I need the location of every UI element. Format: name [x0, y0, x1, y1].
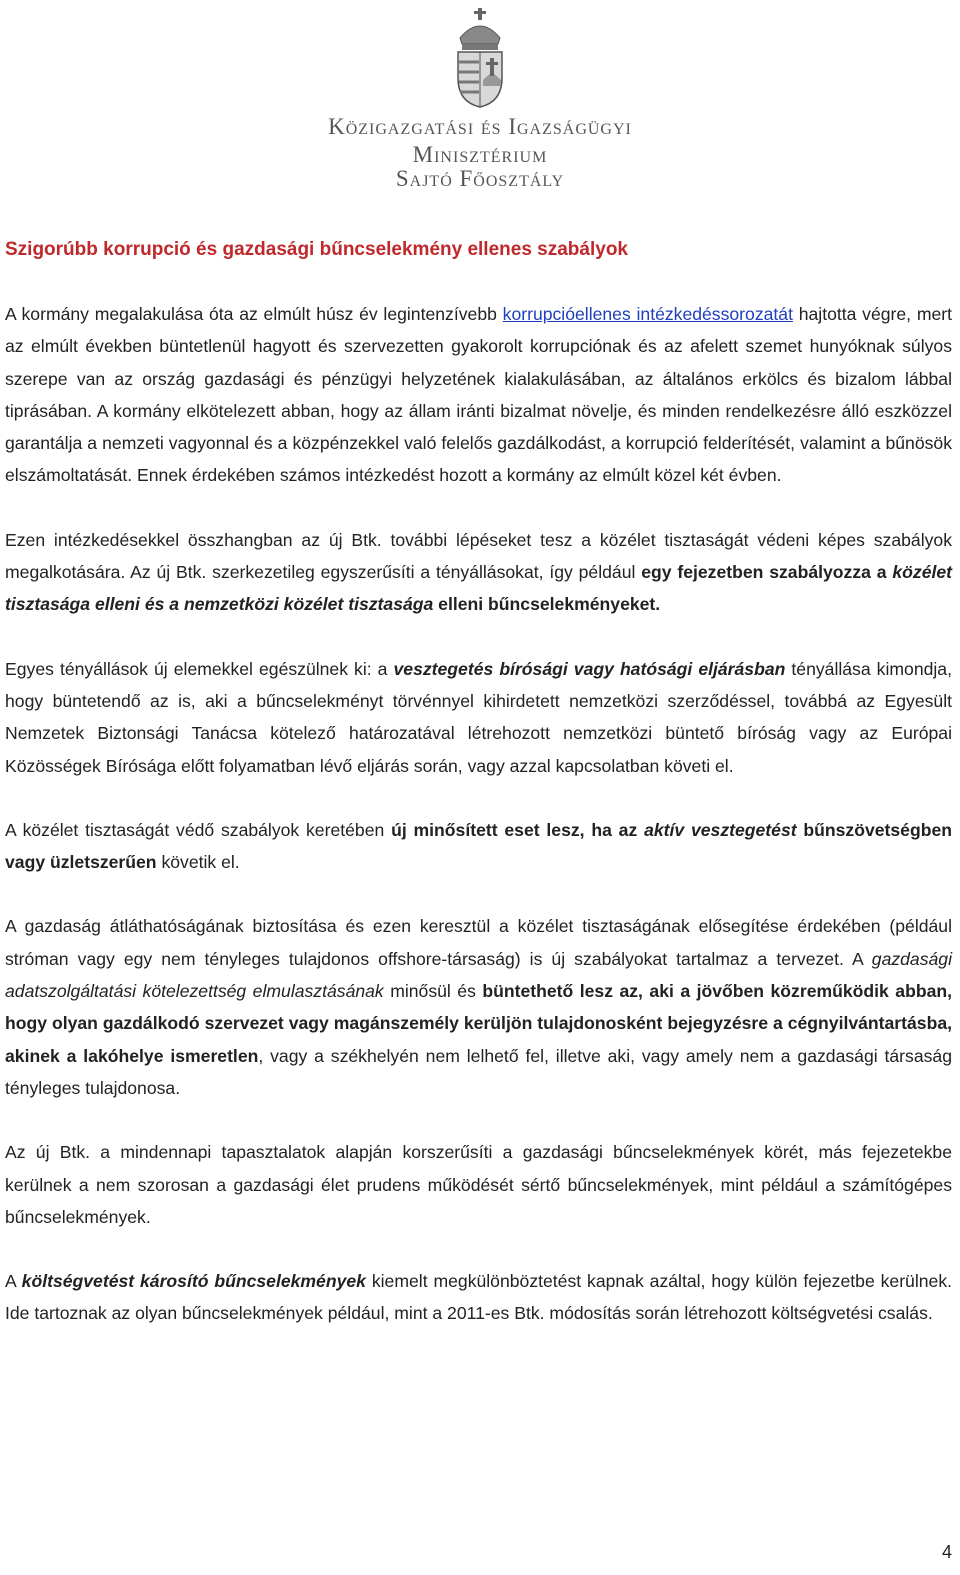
- paragraph-6: Az új Btk. a mindennapi tapasztalatok alapján korszerűsíti a gazdasági bűncselekmények körét, más fejezetekbe kerülnek a nem szorosan a gazdasági élet prudens működését sértő bűncselekmények, mint például a számítógépes bűncselekmények.: [5, 1142, 952, 1227]
- bold-text: bűnszövetségben vagy üzletszerűen: [5, 819, 952, 873]
- paragraph-3: [5, 653, 952, 782]
- ministry-name-line1: Közigazgatási és Igazságügyi: [328, 114, 632, 139]
- bold-text: egy fejezetben szabályozza a: [641, 562, 893, 583]
- header: [0, 0, 960, 200]
- text: A gazdaság átláthatóságának biztosítása és ezen keresztül a közélet tisztaságának elősegítése érdekében (például stróman vagy egy nem tényleges tulajdonos offshore-társaság) is új szabályokat tartalmaz a tervezet. A: [5, 916, 952, 969]
- paragraph-1: [5, 298, 952, 492]
- hungarian-coat-of-arms-icon: [452, 8, 508, 108]
- text: kiemelt megkülönböztetést kapnak azáltal, hogy külön fejezetbe kerülnek. Ide tartoznak az olyan bűncselekmények például, mint a 2011-es Btk. módosítás során létrehozott költségvetési csalás.: [5, 1271, 953, 1324]
- article: [5, 234, 952, 1362]
- text: A kormány megalakulása óta az elmúlt húsz év legintenzívebb: [5, 304, 503, 324]
- article-title: Szigorúbb korrupció és gazdasági bűncselekmény ellenes szabályok: [5, 239, 628, 260]
- text: , vagy a székhelyén nem lelhető fel, illetve aki, vagy amely nem a gazdasági társaság tényleges tulajdonosa.: [5, 1045, 952, 1098]
- bold-italic-text: aktív vesztegetést: [644, 819, 797, 840]
- italic-text: gazdasági adatszolgáltatási kötelezettség elmulasztásának: [5, 948, 952, 1002]
- page-number: 4: [941, 1542, 952, 1562]
- anticorruption-link[interactable]: korrupcióellenes intézkedéssorozatát: [502, 304, 793, 324]
- text: hajtotta végre, mert az elmúlt években büntetlenül hagyott és szervezetten gyakorolt korrupciónak és az afelett szemet hunyóknak súlyos szerepe van az ország gazdasági és pénzügyi helyzetének kialakulásában, az általános erkölcs és bizalom lábbal tiprásában. A kormány elkötelezett abban, hogy az állam iránti bizalmat növelje, és minden rendelkezésre álló eszközzel garantálja a nemzeti vagyonnal és a közpénzekkel való felelős gazdálkodást, a korrupció felderítését, valamint a bűnösök elszámoltatását. Ennek érdekében számos intézkedést hozott a kormány az elmúlt közel két évben.: [5, 304, 953, 486]
- paragraph-2: [5, 524, 952, 621]
- bold-italic-text: vesztegetés bírósági vagy hatósági eljárásban: [393, 658, 786, 679]
- text: tényállása kimondja, hogy büntetendő az is, aki a bűncselekményt törvénnyel kihirdetett nemzetközi szerződéssel, továbbá az Egyesült Nemzetek Biztonsági Tanácsa kötelező határozatával létrehozott nemzetközi büntető bíróság vagy az Európai Közösségek Bírósága előtt folyamatban lévő eljárás során, vagy azzal kapcsolatban követi el.: [5, 658, 952, 776]
- bold-text: elleni bűncselekményeket.: [433, 594, 661, 615]
- text: követik el.: [156, 852, 240, 873]
- text: A közélet tisztaságát védő szabályok keretében: [5, 819, 392, 840]
- text: A: [5, 1271, 22, 1292]
- text: Egyes tényállások új elemekkel egészülnek ki: a: [5, 658, 394, 679]
- bold-text: büntethető lesz az, aki a jövőben közreműködik abban, hogy olyan gazdálkodó szervezet vagy magánszemély kerüljön tulajdonosként bejegyzésre a cégnyilvántartásba, akinek a lakóhelye ismeretlen: [5, 981, 952, 1066]
- ministry-name-line2: Minisztérium: [412, 142, 548, 167]
- text: Ezen intézkedésekkel összhangban az új Btk. további lépéseket tesz a közélet tisztaságát védeni képes szabályok megalkotására. Az új Btk. szerkezetileg egyszerűsíti a tényállásokat, így például: [5, 529, 952, 583]
- text: minősül és: [383, 981, 483, 1002]
- paragraph-5: [5, 910, 952, 1104]
- paragraph-4: [5, 814, 952, 879]
- bold-italic-text: közélet tisztasága elleni és a nemzetközi közélet tisztasága: [5, 562, 953, 615]
- ministry-department: Sajtó Főosztály: [395, 166, 565, 191]
- paragraph-7: [5, 1265, 952, 1330]
- bold-text: új minősített eset lesz, ha az: [391, 819, 645, 840]
- bold-italic-text: költségvetést károsító bűncselekmények: [21, 1271, 366, 1292]
